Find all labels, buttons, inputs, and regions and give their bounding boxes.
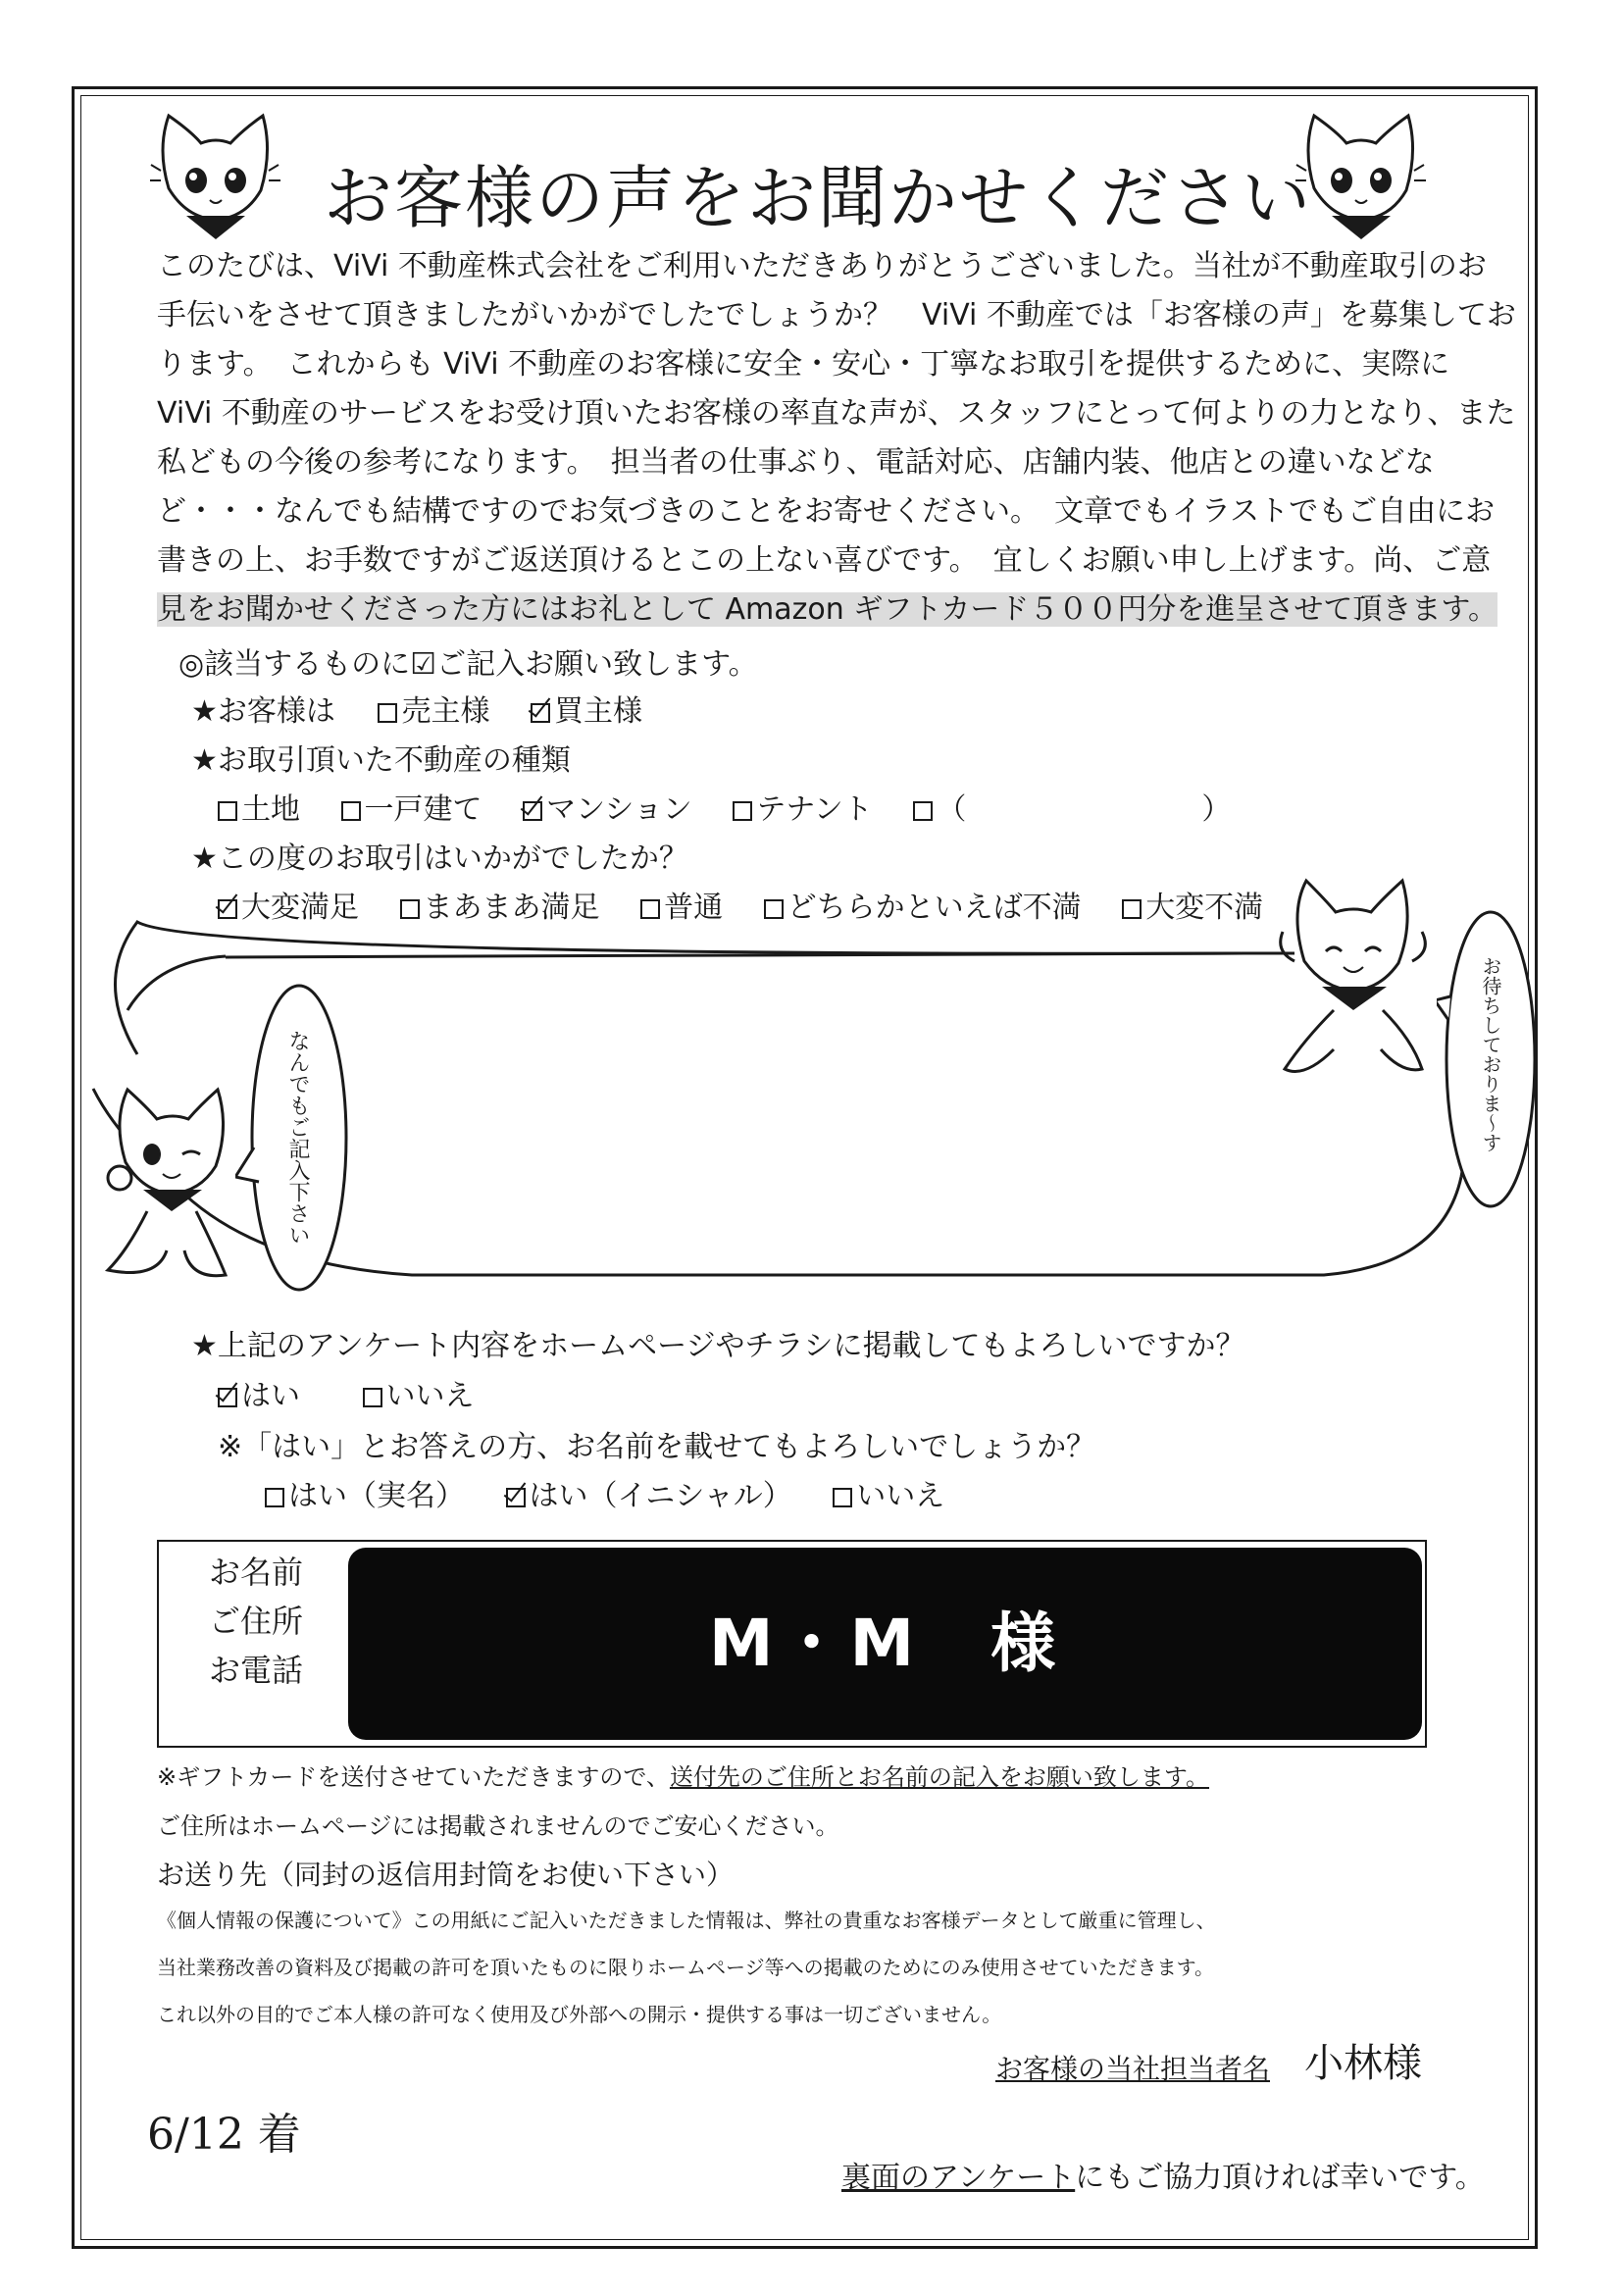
instruction: ◎該当するものに☑ご記入お願い致します。: [178, 647, 758, 682]
option-label: 普通: [664, 891, 724, 925]
question-property-type-label: ★お取引頂いた不動産の種類: [191, 743, 571, 778]
intro-line: ど・・・なんでも結構ですのでお気づきのことをお寄せください。 文章でもイラストでもご自由にお: [157, 494, 1496, 529]
question-publish: [218, 1371, 506, 1414]
footer-text: にもご協力頂ければ幸いです。: [1075, 2161, 1485, 2195]
question-name-publish: [265, 1471, 976, 1514]
question-satisfaction-label: ★この度のお取引はいかがでしたか？: [191, 841, 688, 876]
option-no[interactable]: [363, 1371, 475, 1414]
option-label: いいえ: [856, 1479, 945, 1513]
send-to: お送り先（同封の返信用封筒をお使い下さい）: [157, 1859, 735, 1891]
option-label: 大変不満: [1145, 891, 1264, 925]
gift-note-prefix: ※ギフトカードを送付させていただきますので、: [157, 1763, 670, 1791]
staff-name-handwritten: 小林様: [1304, 2041, 1422, 2086]
intro-line: このたびは、ViVi 不動産株式会社をご利用いただきありがとうございました。当社が不動産取引のお: [157, 249, 1487, 283]
intro-line: 私どもの今後の参考になります。 担当者の仕事ぶり、電話対応、店舗内装、他店との違いなどな: [157, 445, 1435, 480]
mascot-waving-icon: [1265, 873, 1442, 1089]
option-label: はい（イニシャル）: [529, 1479, 792, 1513]
page-title: お客様の声をお聞かせください: [324, 158, 1312, 238]
question-label: ★お客様は: [191, 694, 335, 729]
checkbox[interactable]: [265, 1488, 284, 1507]
staff-label: [995, 2048, 1270, 2087]
intro-line: 手伝いをさせて頂きましたがいかがでしたでしょうか？ ViVi 不動産では「お客様の声」を募集してお: [157, 298, 1516, 332]
staff-label-text: お客様の当社担当者名: [995, 2053, 1271, 2085]
mascot-winking-icon: [98, 1084, 245, 1290]
option-initials[interactable]: [506, 1471, 792, 1514]
gift-note-underlined: 送付先のご住所とお名前の記入をお願い致します。: [669, 1763, 1210, 1791]
option-label: いいえ: [385, 1379, 475, 1413]
option-label: 売主様: [401, 694, 490, 729]
gift-note: [157, 1758, 1209, 1792]
option-label: 大変満足: [241, 891, 359, 925]
checkbox-checked[interactable]: [506, 1488, 526, 1507]
privacy-line: これ以外の目的でご本人様の許可なく使用及び外部への開示・提供する事は一切ございません。: [157, 2003, 1002, 2026]
name-address-labels: [209, 1548, 303, 1695]
checkbox-checked[interactable]: [218, 1388, 237, 1407]
option-label: 一戸建て: [364, 792, 482, 827]
received-date-handwritten: 6/12 着: [147, 2110, 301, 2160]
option-label: 買主様: [554, 694, 642, 729]
right-bubble-text: お待ちしておりま〜す: [1479, 956, 1502, 1152]
footer-note: [841, 2153, 1485, 2196]
option-real-name[interactable]: [265, 1471, 465, 1514]
footer-link[interactable]: 裏面のアンケート: [841, 2161, 1076, 2195]
left-bubble-text: なんでもご記入下さい: [285, 1030, 310, 1246]
option-label: （ ）: [937, 792, 1232, 827]
intro-line: ViVi 不動産のサービスをお受け頂いたお客様の率直な声が、スタッフにとって何よりの力となり、また: [157, 396, 1516, 431]
highlight: 見をお聞かせくださった方にはお礼として Amazon ギフトカード５００円分を進呈させて頂きます。: [157, 592, 1498, 627]
option-label: まあまあ満足: [423, 891, 600, 925]
option-label: 土地: [241, 792, 300, 827]
checkbox[interactable]: [833, 1488, 852, 1507]
privacy-line: 当社業務改善の資料及び掲載の許可を頂いたものに限りホームページ等への掲載のためにのみ使用させていただきます。: [157, 1956, 1214, 1979]
option-label: どちらかといえば不満: [787, 891, 1082, 925]
label-name: お名前: [209, 1554, 304, 1591]
option-yes[interactable]: [218, 1371, 300, 1414]
intro-line: ります。 これからも ViVi 不動産のお客様に安全・安心・丁寧なお取引を提供するために、実際に: [157, 347, 1450, 382]
privacy-line: 《個人情報の保護について》この用紙にご記入いただきました情報は、弊社の貴重なお客様データとして厳重に管理し、: [157, 1909, 1216, 1932]
option-label: はい（実名）: [288, 1479, 465, 1513]
intro-line: 書きの上、お手数ですがご返送頂けるとこの上ない喜びです。 宜しくお願い申し上げます。尚、ご意: [157, 543, 1492, 578]
option-label: テナント: [756, 792, 873, 827]
option-no-name[interactable]: [833, 1471, 944, 1514]
address-note: ご住所はホームページには掲載されませんのでご安心ください。: [157, 1812, 839, 1840]
option-label: マンション: [546, 792, 692, 827]
question-name-publish-label: ※「はい」とお答えの方、お名前を載せてもよろしいでしょうか？: [218, 1430, 1096, 1464]
checkbox[interactable]: [363, 1388, 382, 1407]
option-label: はい: [241, 1379, 300, 1413]
label-address: ご住所: [209, 1603, 304, 1640]
customer-name-value: M・M 様: [708, 1606, 1062, 1681]
question-publish-label: ★上記のアンケート内容をホームページやチラシに掲載してもよろしいですか？: [191, 1329, 1245, 1363]
label-phone: お電話: [209, 1652, 304, 1689]
